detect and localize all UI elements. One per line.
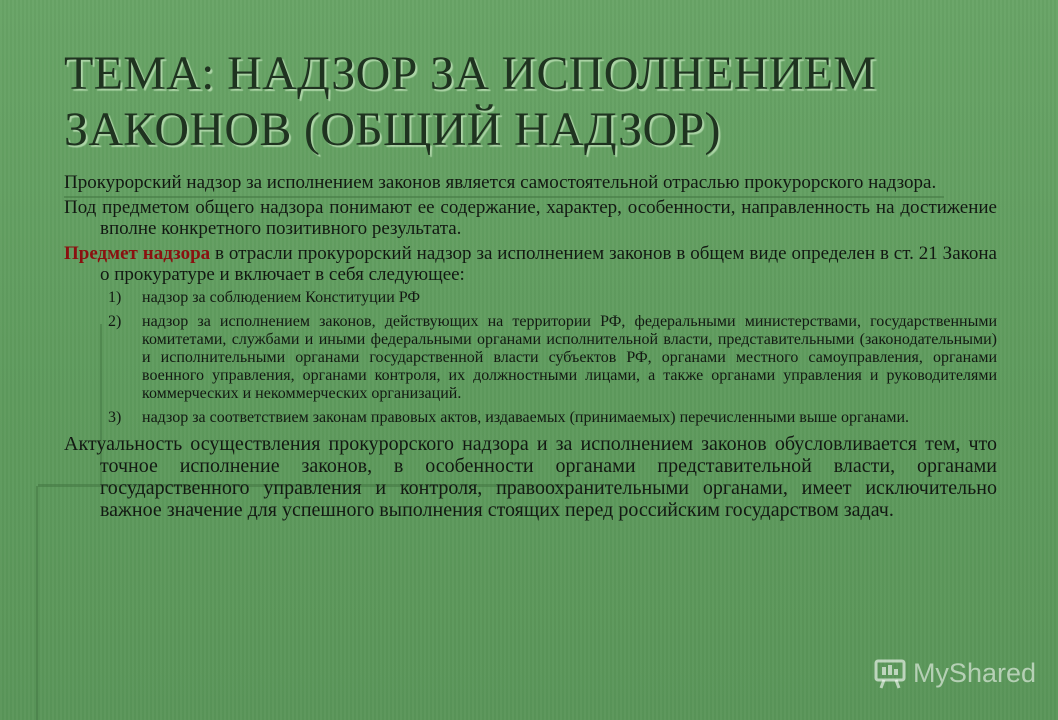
paragraph-1: Прокурорский надзор за исполнением законов является самостоятельной отраслью прокурорского надзора.: [64, 172, 937, 193]
slide-title: ТЕМА: НАДЗОР ЗА ИСПОЛНЕНИЕМ ЗАКОНОВ (ОБЩИЙ НАДЗОР): [64, 47, 877, 156]
list-item-text: надзор за соответствием законам правовых актов, издаваемых (принимаемых) перечисленными выше органами.: [142, 409, 910, 426]
slide-body: [64, 172, 997, 525]
list-item-text: надзор за соблюдением Конституции РФ: [142, 289, 421, 306]
list-item-number: 3): [108, 409, 122, 426]
paragraph-3: [64, 243, 997, 285]
list-item: [64, 409, 997, 427]
watermark-text: MyShared: [912, 657, 1036, 688]
watermark: [873, 656, 1036, 690]
paragraph-4: Актуальность осуществления прокурорского надзора и за исполнением законов обусловливается тем, что точное исполнение законов, в особенности органами представительной власти, органами государственного управления и контроля, правоохранительными органами, имеет исключительно важное значение для успешного выполнения стоящих перед российским государством задач.: [64, 433, 997, 521]
list-item: [64, 313, 997, 403]
highlight-term: Предмет надзора: [64, 243, 211, 264]
decorative-rule: [36, 486, 38, 720]
list-item-number: 2): [108, 313, 122, 330]
list-item-number: 1): [108, 289, 122, 306]
list-item: [64, 289, 997, 307]
subject-list: [64, 289, 997, 427]
list-item-text: надзор за исполнением законов, действующих на территории РФ, федеральными министерствами, государственными комитетами, службами и иными федеральными органами исполнительной власти, представительными (законодательными) и исполнительными органами государственной власти субъектов РФ, органами местного самоуправления, органами военного управления, органами контроля, их должностными лицами, а также органами управления и руководителями коммерческих и некоммерческих организаций.: [142, 313, 997, 402]
paragraph-2: Под предметом общего надзора понимают ее содержание, характер, особенности, направленность на достижение вполне конкретного позитивного результата.: [64, 197, 997, 239]
presentation-board-icon: [873, 656, 907, 690]
paragraph-3-text: в отрасли прокурорский надзор за исполнением законов в общем виде определен в ст. 21 Закона о прокуратуре и включает в себя следующее:: [100, 243, 997, 285]
